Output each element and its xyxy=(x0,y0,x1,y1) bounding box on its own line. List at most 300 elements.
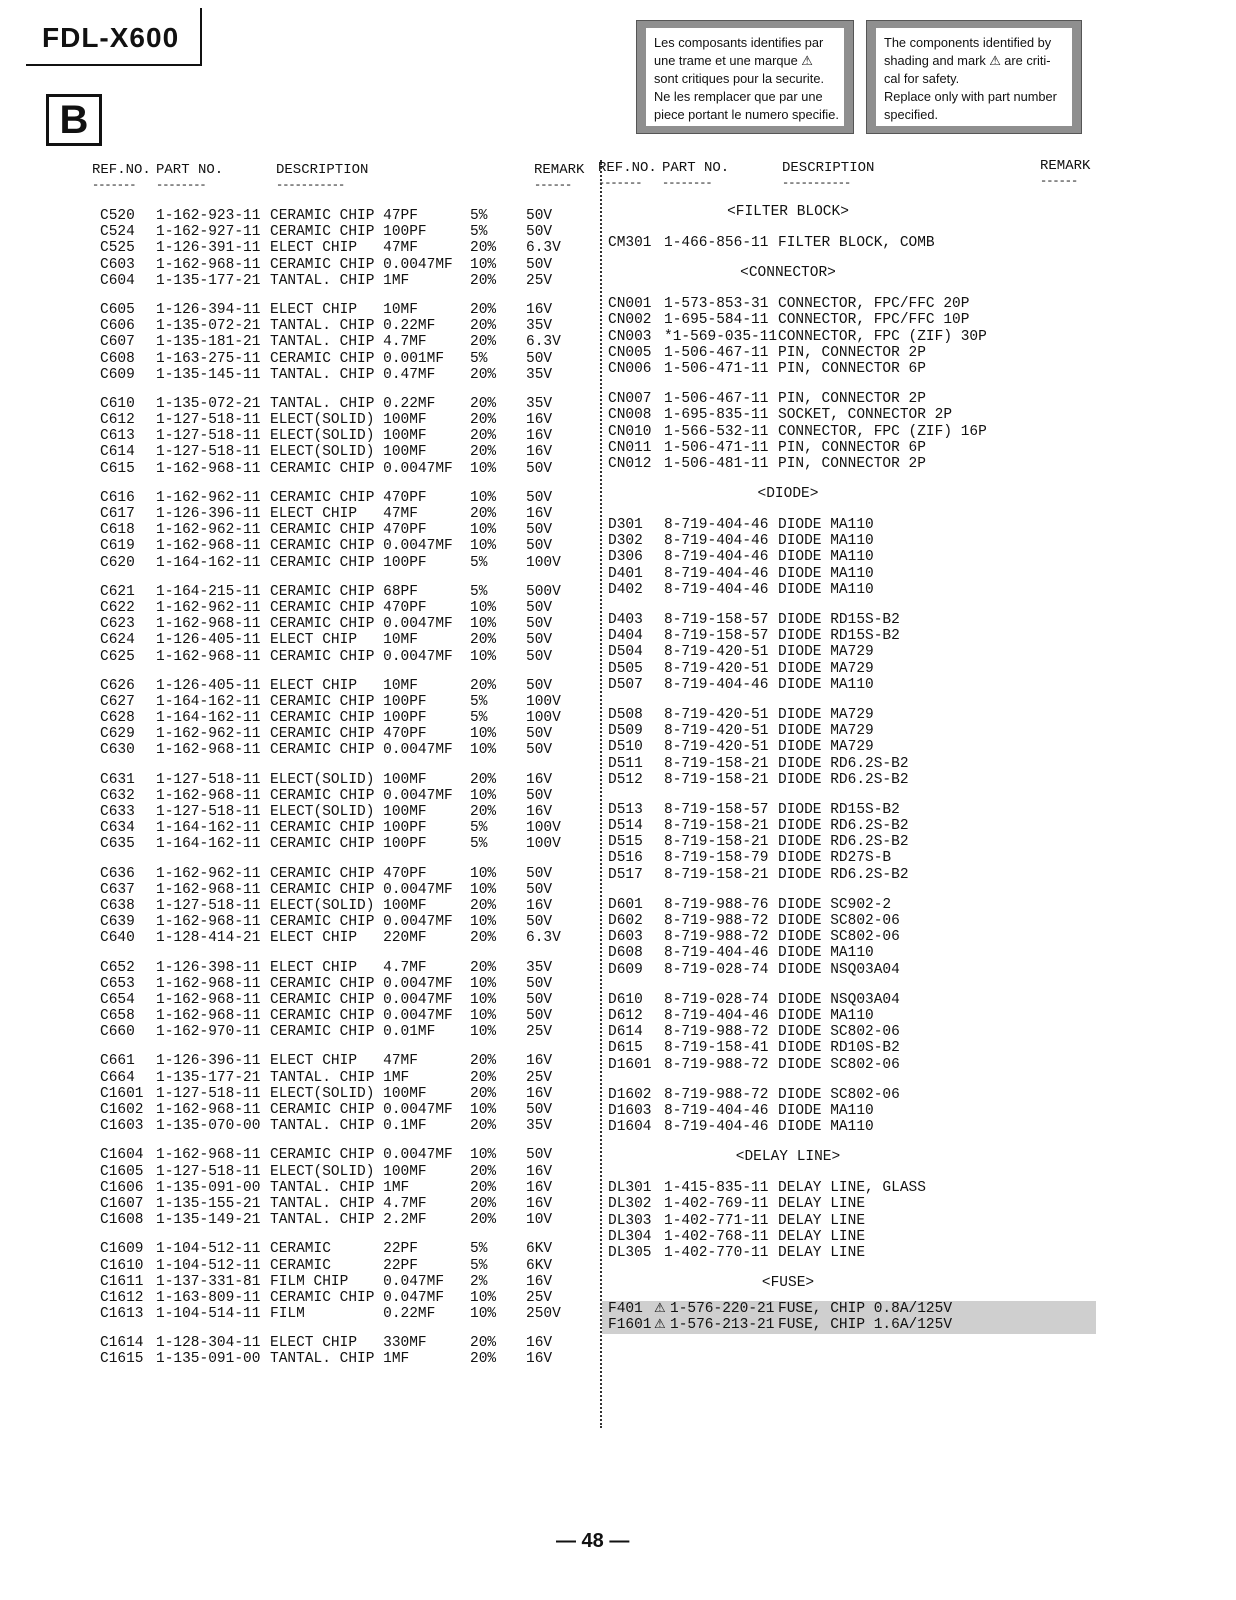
part-no: 1-506-467-11 xyxy=(664,344,769,361)
part-no: 1-127-518-11 xyxy=(156,771,261,788)
description: CERAMIC CHIP 68PF xyxy=(270,583,418,600)
part-no: 1-104-514-11 xyxy=(156,1306,261,1323)
ref-no: D403 xyxy=(608,612,643,628)
page-number: — 48 — xyxy=(556,1530,630,1552)
table-row xyxy=(100,302,590,318)
ref-no: C610 xyxy=(100,395,135,412)
table-row xyxy=(608,566,1088,582)
rating: 16V xyxy=(526,506,553,522)
tolerance: 10% xyxy=(470,1306,497,1323)
part-no: 1-162-968-11 xyxy=(156,742,261,759)
ref-no: C604 xyxy=(100,272,135,289)
description: CERAMIC CHIP 0.0047MF xyxy=(270,742,453,759)
part-no: 8-719-158-21 xyxy=(664,771,769,788)
ref-no: C660 xyxy=(100,1024,135,1041)
ref-no: DL302 xyxy=(608,1196,652,1213)
description: CERAMIC CHIP 100PF xyxy=(270,693,427,710)
rating: 16V xyxy=(526,1085,553,1102)
safety-warning-icon: ⚠ xyxy=(654,1317,666,1333)
ref-no: C632 xyxy=(100,787,135,804)
table-row xyxy=(608,1024,1088,1040)
tolerance: 20% xyxy=(470,1179,497,1196)
part-no: 1-135-072-21 xyxy=(156,395,261,412)
ref-no: C661 xyxy=(100,1053,135,1070)
rating: 16V xyxy=(526,1273,553,1290)
ref-no: D609 xyxy=(608,961,643,978)
parts-list-right xyxy=(608,204,1088,1334)
part-no: 8-719-158-41 xyxy=(664,1040,769,1057)
part-no: 1-164-162-11 xyxy=(156,820,261,837)
description: ELECT(SOLID) 100MF xyxy=(270,1163,427,1180)
description: DIODE RD15S-B2 xyxy=(778,628,900,645)
table-row xyxy=(100,334,590,350)
notice-line: shading and mark ⚠ are criti- xyxy=(884,53,1051,68)
part-no: 8-719-404-46 xyxy=(664,676,769,693)
tolerance: 10% xyxy=(470,256,497,273)
description: CERAMIC CHIP 0.0047MF xyxy=(270,1008,453,1025)
part-no: 1-162-962-11 xyxy=(156,865,261,882)
ref-no: D515 xyxy=(608,834,643,851)
table-row xyxy=(100,412,590,428)
part-no: 1-135-070-00 xyxy=(156,1118,261,1135)
part-no: 1-162-968-11 xyxy=(156,1102,261,1118)
part-no: 1-573-853-31 xyxy=(664,296,769,313)
table-row xyxy=(100,584,590,600)
description: DIODE RD6.2S-B2 xyxy=(778,834,909,851)
part-group xyxy=(100,302,590,383)
table-row xyxy=(100,367,590,383)
part-no: 8-719-404-46 xyxy=(664,1102,769,1119)
description: CERAMIC CHIP 0.0047MF xyxy=(270,648,453,665)
part-no: 8-719-988-76 xyxy=(664,896,769,913)
part-no: 1-506-481-11 xyxy=(664,455,769,472)
table-row xyxy=(608,945,1088,961)
description: TANTAL. CHIP 0.22MF xyxy=(270,395,436,412)
description: ELECT(SOLID) 100MF xyxy=(270,428,427,445)
safety-notice-french-text xyxy=(646,28,844,126)
tolerance: 10% xyxy=(470,1147,497,1164)
rating: 50V xyxy=(526,975,553,992)
table-row xyxy=(608,1196,1088,1212)
part-no: 8-719-988-72 xyxy=(664,913,769,929)
ref-no: CN008 xyxy=(608,407,652,424)
ref-no: D603 xyxy=(608,929,643,946)
notice-line: une trame et une marque ⚠ xyxy=(654,53,813,68)
table-row xyxy=(100,257,590,273)
table-row xyxy=(100,1306,590,1322)
ref-no: D514 xyxy=(608,818,643,835)
ref-no: C622 xyxy=(100,599,135,616)
ref-no: C1605 xyxy=(100,1163,144,1180)
table-row xyxy=(100,461,590,477)
table-row xyxy=(608,756,1088,772)
tolerance: 20% xyxy=(470,506,497,522)
tolerance: 10% xyxy=(470,1289,497,1306)
ref-no: C652 xyxy=(100,959,135,976)
rating: 50V xyxy=(526,632,553,649)
table-row xyxy=(608,329,1088,345)
rating: 50V xyxy=(526,881,553,898)
notice-line: Ne les remplacer que par une xyxy=(654,89,823,104)
part-no: 8-719-158-21 xyxy=(664,834,769,851)
part-no: 1-137-331-81 xyxy=(156,1273,261,1290)
rating: 6KV xyxy=(526,1241,553,1258)
description: CERAMIC CHIP 470PF xyxy=(270,489,427,506)
rating: 50V xyxy=(526,350,553,367)
tolerance: 10% xyxy=(470,599,497,616)
ref-no: D511 xyxy=(608,755,643,772)
tolerance: 20% xyxy=(470,428,497,445)
table-row xyxy=(100,914,590,930)
table-row xyxy=(100,772,590,788)
description: TANTAL. CHIP 2.2MF xyxy=(270,1212,427,1229)
ref-no: C625 xyxy=(100,648,135,665)
description: CERAMIC CHIP 100PF xyxy=(270,224,427,241)
description: CERAMIC CHIP 47PF xyxy=(270,208,418,224)
table-row xyxy=(608,361,1088,377)
part-no: 1-127-518-11 xyxy=(156,412,261,429)
category-title: <FILTER BLOCK> xyxy=(727,204,849,220)
part-no: 1-135-091-00 xyxy=(156,1351,261,1368)
tolerance: 10% xyxy=(470,1102,497,1118)
part-no: 1-162-962-11 xyxy=(156,522,261,539)
rating: 50V xyxy=(526,726,553,743)
tolerance: 20% xyxy=(470,632,497,649)
part-no: 1-104-512-11 xyxy=(156,1241,261,1258)
part-group xyxy=(608,517,1088,598)
description: DELAY LINE xyxy=(778,1245,866,1261)
header-underline: ------ xyxy=(1040,174,1078,188)
part-no: 1-162-968-11 xyxy=(156,460,261,477)
notice-line: cal for safety. xyxy=(884,71,960,86)
table-row xyxy=(100,273,590,289)
ref-no: C624 xyxy=(100,632,135,649)
tolerance: 5% xyxy=(470,1257,488,1274)
description: ELECT(SOLID) 100MF xyxy=(270,897,427,914)
part-no: 1-162-970-11 xyxy=(156,1024,261,1041)
ref-no: D302 xyxy=(608,533,643,550)
ref-no: C1614 xyxy=(100,1335,144,1352)
table-row xyxy=(608,407,1088,423)
part-no: 1-135-072-21 xyxy=(156,318,261,335)
part-no: 1-126-405-11 xyxy=(156,632,261,649)
description: CERAMIC CHIP 470PF xyxy=(270,522,427,539)
tolerance: 20% xyxy=(470,366,497,383)
rating: 50V xyxy=(526,460,553,477)
ref-no: C639 xyxy=(100,914,135,931)
ref-no: C654 xyxy=(100,991,135,1008)
rating: 35V xyxy=(526,959,553,976)
tolerance: 20% xyxy=(470,318,497,335)
part-no: 1-127-518-11 xyxy=(156,1163,261,1180)
rating: 50V xyxy=(526,677,553,694)
table-row xyxy=(608,897,1088,913)
part-no: 1-162-968-11 xyxy=(156,256,261,273)
header-underline: ----------- xyxy=(276,178,345,192)
tolerance: 20% xyxy=(470,1069,497,1086)
part-no: 8-719-404-46 xyxy=(664,581,769,598)
table-row xyxy=(608,1057,1088,1073)
description: TANTAL. CHIP 1MF xyxy=(270,1069,410,1086)
part-no: 1-164-162-11 xyxy=(156,554,261,571)
rating: 50V xyxy=(526,1147,553,1164)
ref-no: D301 xyxy=(608,517,643,534)
part-no: 1-126-405-11 xyxy=(156,677,261,694)
rating: 16V xyxy=(526,301,553,318)
part-no: 8-719-158-57 xyxy=(664,612,769,628)
part-no: 8-719-158-57 xyxy=(664,801,769,818)
tolerance: 10% xyxy=(470,991,497,1008)
description: ELECT(SOLID) 100MF xyxy=(270,804,427,820)
part-no: 1-162-968-11 xyxy=(156,991,261,1008)
part-group xyxy=(100,1053,590,1134)
ref-no: D517 xyxy=(608,866,643,883)
description: CERAMIC CHIP 0.0047MF xyxy=(270,616,453,633)
ref-no: C603 xyxy=(100,256,135,273)
description: ELECT CHIP 220MF xyxy=(270,930,427,947)
table-row xyxy=(608,1301,1096,1317)
description: DIODE MA110 xyxy=(778,1007,874,1024)
part-no: 1-576-213-21 xyxy=(670,1317,775,1334)
table-row xyxy=(100,1024,590,1040)
table-row xyxy=(100,678,590,694)
part-no: 8-719-158-21 xyxy=(664,755,769,772)
ref-no: D306 xyxy=(608,549,643,566)
part-no: 1-128-304-11 xyxy=(156,1335,261,1352)
ref-no: C1606 xyxy=(100,1179,144,1196)
part-no: 1-127-518-11 xyxy=(156,897,261,914)
part-no: 8-719-158-21 xyxy=(664,818,769,835)
part-group xyxy=(100,490,590,571)
table-row xyxy=(100,616,590,632)
part-no: 8-719-404-46 xyxy=(664,565,769,582)
description: DIODE MA110 xyxy=(778,533,874,550)
part-no: 1-162-923-11 xyxy=(156,208,261,224)
ref-no: D614 xyxy=(608,1024,643,1041)
table-row xyxy=(100,976,590,992)
table-row xyxy=(100,649,590,665)
table-row xyxy=(100,726,590,742)
description: DIODE SC902-2 xyxy=(778,896,892,913)
part-no: 1-126-391-11 xyxy=(156,240,261,257)
rating: 25V xyxy=(526,1024,553,1041)
header-description-right: DESCRIPTION xyxy=(782,160,875,176)
ref-no: D509 xyxy=(608,723,643,740)
table-row xyxy=(100,992,590,1008)
rating: 6.3V xyxy=(526,240,561,257)
part-no: 1-135-155-21 xyxy=(156,1195,261,1212)
ref-no: C653 xyxy=(100,975,135,992)
ref-no: C1608 xyxy=(100,1212,144,1229)
ref-no: C623 xyxy=(100,616,135,633)
part-no: 8-719-988-72 xyxy=(664,1024,769,1041)
description: DIODE MA110 xyxy=(778,1119,874,1136)
ref-no: DL305 xyxy=(608,1245,652,1261)
ref-no: C631 xyxy=(100,771,135,788)
part-group xyxy=(608,1087,1088,1136)
rating: 50V xyxy=(526,1008,553,1025)
description: DIODE MA110 xyxy=(778,945,874,962)
ref-no: C1609 xyxy=(100,1241,144,1258)
ref-no: C635 xyxy=(100,836,135,853)
table-row xyxy=(100,428,590,444)
part-no: 1-163-275-11 xyxy=(156,350,261,367)
part-no: 1-135-181-21 xyxy=(156,334,261,351)
table-row xyxy=(100,1147,590,1163)
part-group xyxy=(608,296,1088,377)
tolerance: 20% xyxy=(470,1085,497,1102)
ref-no: D615 xyxy=(608,1040,643,1057)
part-group xyxy=(100,396,590,477)
part-no: 1-135-177-21 xyxy=(156,1069,261,1086)
section-label: B xyxy=(46,94,102,146)
description: ELECT(SOLID) 100MF xyxy=(270,444,427,461)
ref-no: CN002 xyxy=(608,312,652,329)
part-group xyxy=(100,678,590,759)
tolerance: 10% xyxy=(470,975,497,992)
table-row xyxy=(608,739,1088,755)
table-row xyxy=(608,1040,1088,1056)
table-row xyxy=(608,962,1088,978)
safety-notice-english xyxy=(866,20,1082,134)
rating: 50V xyxy=(526,224,553,241)
table-row xyxy=(100,866,590,882)
table-row xyxy=(608,1317,1096,1333)
ref-no: C617 xyxy=(100,506,135,522)
ref-no: C1604 xyxy=(100,1147,144,1164)
notice-line: piece portant le numero specifie. xyxy=(654,107,839,122)
description: DIODE NSQ03A04 xyxy=(778,991,900,1008)
part-no: 1-104-512-11 xyxy=(156,1257,261,1274)
header-remark-right: REMARK xyxy=(1040,158,1091,174)
description: DIODE MA729 xyxy=(778,660,874,677)
tolerance: 10% xyxy=(470,1008,497,1025)
ref-no: C618 xyxy=(100,522,135,539)
part-no: 8-719-158-57 xyxy=(664,628,769,645)
part-no: 1-126-398-11 xyxy=(156,959,261,976)
rating: 25V xyxy=(526,1069,553,1086)
rating: 100V xyxy=(526,693,561,710)
table-row xyxy=(100,694,590,710)
rating: 250V xyxy=(526,1306,561,1323)
table-row xyxy=(608,312,1088,328)
ref-no: D510 xyxy=(608,739,643,756)
ref-no: D513 xyxy=(608,801,643,818)
ref-no: D401 xyxy=(608,565,643,582)
part-no: 1-164-162-11 xyxy=(156,710,261,727)
header-description-left: DESCRIPTION xyxy=(276,162,369,178)
description: ELECT CHIP 47MF xyxy=(270,240,418,257)
notice-line: Replace only with part number xyxy=(884,89,1057,104)
description: CERAMIC CHIP 470PF xyxy=(270,599,427,616)
part-no: 8-719-404-46 xyxy=(664,549,769,566)
tolerance: 20% xyxy=(470,272,497,289)
part-group xyxy=(608,1180,1088,1261)
table-row xyxy=(608,772,1088,788)
ref-no: CN005 xyxy=(608,344,652,361)
rating: 16V xyxy=(526,428,553,445)
part-no: 1-126-396-11 xyxy=(156,506,261,522)
notice-line: sont critiques pour la securite. xyxy=(654,71,824,86)
tolerance: 20% xyxy=(470,240,497,257)
part-no: 8-719-028-74 xyxy=(664,961,769,978)
ref-no: C664 xyxy=(100,1069,135,1086)
rating: 50V xyxy=(526,742,553,759)
description: DELAY LINE, GLASS xyxy=(778,1180,926,1197)
part-no: 1-402-769-11 xyxy=(664,1196,769,1213)
description: DIODE MA110 xyxy=(778,1102,874,1119)
part-no: 1-163-809-11 xyxy=(156,1289,261,1306)
part-no: 1-162-968-11 xyxy=(156,914,261,931)
part-group xyxy=(100,208,590,289)
ref-no: C1607 xyxy=(100,1195,144,1212)
description: DIODE RD15S-B2 xyxy=(778,612,900,628)
description: DIODE RD6.2S-B2 xyxy=(778,818,909,835)
table-row xyxy=(100,1351,590,1367)
description: CONNECTOR, FPC/FFC 20P xyxy=(778,296,970,313)
part-no: 8-719-420-51 xyxy=(664,706,769,723)
tolerance: 5% xyxy=(470,224,488,241)
rating: 16V xyxy=(526,1053,553,1070)
notice-line: Les composants identifies par xyxy=(654,35,824,50)
ref-no: C636 xyxy=(100,865,135,882)
part-no: 1-162-927-11 xyxy=(156,224,261,241)
description: CERAMIC CHIP 0.0047MF xyxy=(270,787,453,804)
ref-no: CN003 xyxy=(608,328,652,345)
tolerance: 10% xyxy=(470,787,497,804)
tolerance: 5% xyxy=(470,710,488,727)
ref-no: CN012 xyxy=(608,455,652,472)
part-no: 1-506-471-11 xyxy=(664,439,769,456)
part-no: 8-719-988-72 xyxy=(664,1056,769,1073)
part-group xyxy=(100,960,590,1041)
tolerance: 2% xyxy=(470,1273,488,1290)
tolerance: 10% xyxy=(470,648,497,665)
table-row xyxy=(608,1087,1088,1103)
table-row xyxy=(608,834,1088,850)
rating: 50V xyxy=(526,599,553,616)
rating: 50V xyxy=(526,865,553,882)
part-no: 1-162-962-11 xyxy=(156,489,261,506)
table-row xyxy=(100,804,590,820)
ref-no: C605 xyxy=(100,301,135,318)
table-row xyxy=(100,1258,590,1274)
ref-no: D508 xyxy=(608,706,643,723)
rating: 100V xyxy=(526,836,561,853)
table-row xyxy=(100,1180,590,1196)
tolerance: 20% xyxy=(470,677,497,694)
ref-no: C1615 xyxy=(100,1351,144,1368)
description: PIN, CONNECTOR 2P xyxy=(778,391,926,408)
category-title: <CONNECTOR> xyxy=(740,265,836,282)
header-underline: ------- xyxy=(598,176,642,190)
ref-no: D505 xyxy=(608,660,643,677)
rating: 50V xyxy=(526,648,553,665)
description: DIODE MA729 xyxy=(778,706,874,723)
ref-no: C640 xyxy=(100,930,135,947)
description: ELECT CHIP 10MF xyxy=(270,677,418,694)
description: PIN, CONNECTOR 2P xyxy=(778,455,926,472)
ref-no: D507 xyxy=(608,676,643,693)
tolerance: 20% xyxy=(470,1335,497,1352)
tolerance: 10% xyxy=(470,1024,497,1041)
tolerance: 10% xyxy=(470,914,497,931)
description: DIODE MA110 xyxy=(778,565,874,582)
description: DIODE SC802-06 xyxy=(778,1086,900,1103)
description: PIN, CONNECTOR 6P xyxy=(778,439,926,456)
tolerance: 10% xyxy=(470,726,497,743)
part-no: 1-127-518-11 xyxy=(156,428,261,445)
